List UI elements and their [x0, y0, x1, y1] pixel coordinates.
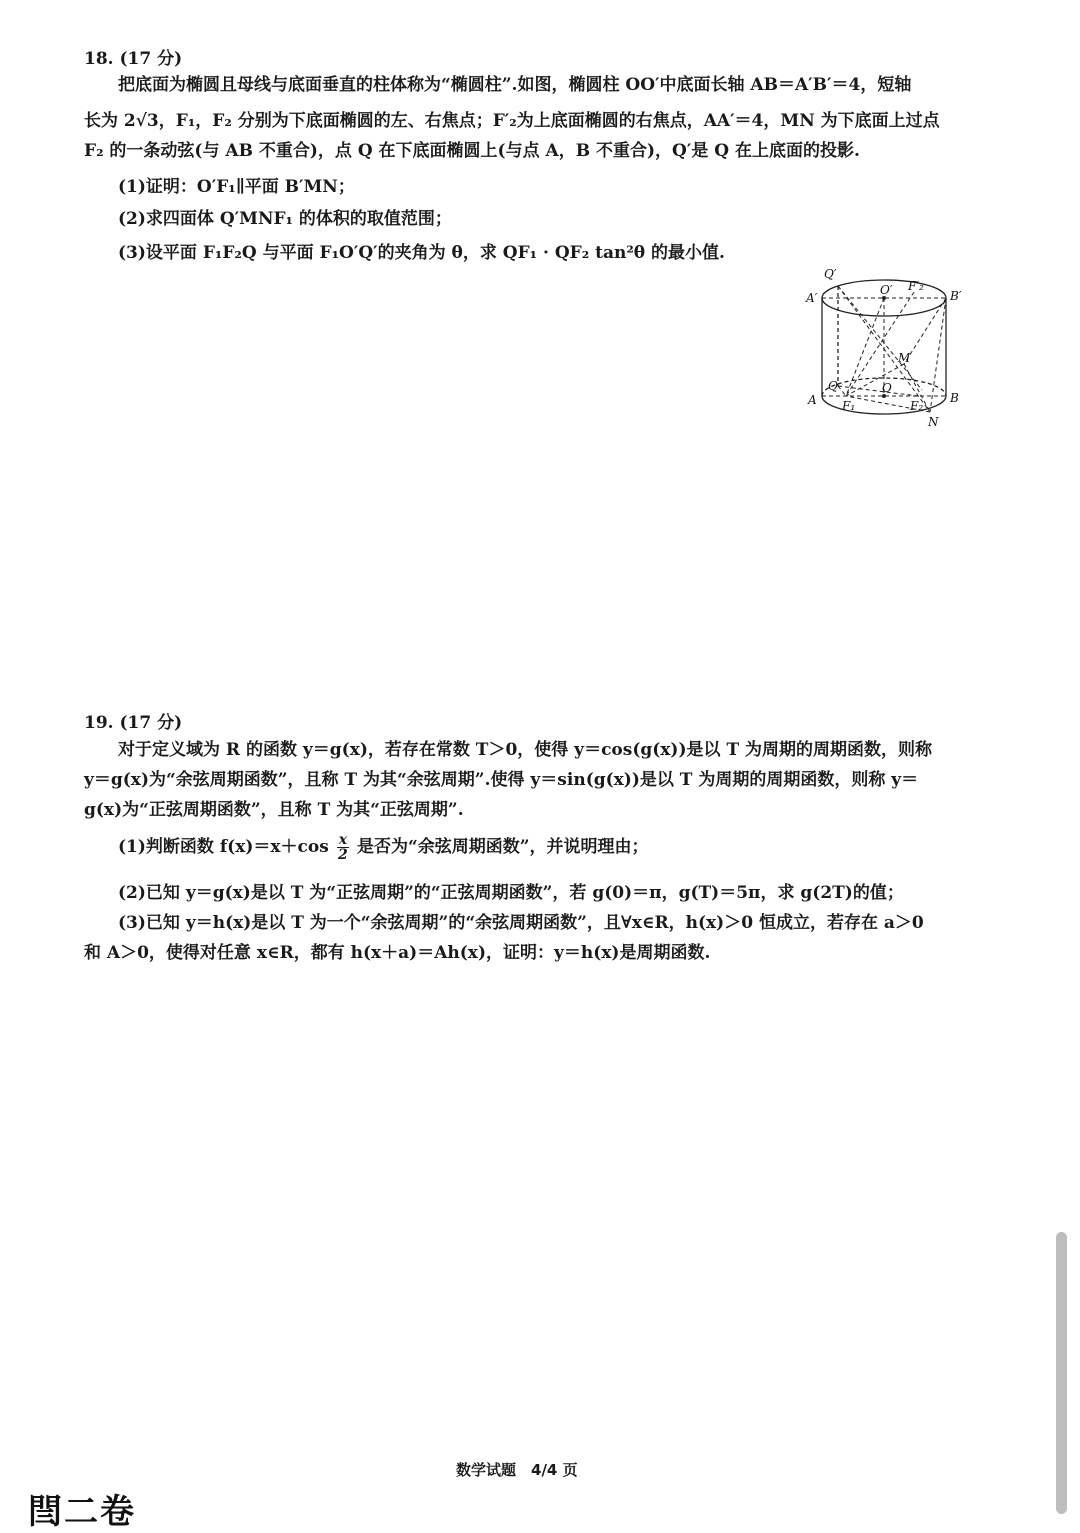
- q19-part3-line2: 和 A＞0，使得对任意 x∈R，都有 h(x＋a)＝Ah(x)，证明：y＝h(x)是周期函数.: [84, 943, 711, 963]
- label-B: B: [950, 391, 959, 405]
- q19-part1: [118, 832, 649, 862]
- label-Bp: B′: [950, 289, 962, 303]
- q19-header: 19. (17 分): [84, 713, 183, 733]
- label-N: N: [928, 415, 939, 429]
- q18-part3: (3)设平面 F₁F₂Q 与平面 F₁O′Q′的夹角为 θ，求 QF₁ · QF₂ tan²θ 的最小值.: [118, 243, 725, 263]
- q18-stem-line2: 长为 2√3，F₁，F₂ 分别为下底面椭圆的左、右焦点；F′₂为上底面椭圆的右焦点，AA′＝4，MN 为下底面上过点: [84, 111, 940, 131]
- q19-part1-fraction: [337, 833, 349, 862]
- elliptic-cylinder-figure: [800, 262, 980, 432]
- q18-stem-line1: 把底面为椭圆且母线与底面垂直的柱体称为“椭圆柱”.如图，椭圆柱 OO′中底面长轴 AB＝A′B′＝4，短轴: [118, 75, 912, 95]
- q19-part1-prefix: (1)判断函数 f(x)＝x＋cos: [118, 837, 329, 857]
- q19-stem-line3: g(x)为“正弦周期函数”，且称 T 为其“正弦周期”.: [84, 800, 464, 820]
- q18-stem-line3: F₂ 的一条动弦(与 AB 不重合)，点 Q 在下底面椭圆上(与点 A，B 不重合)，Q′是 Q 在上底面的投影.: [84, 141, 860, 161]
- q18-part1: (1)证明：O′F₁∥平面 B′MN；: [118, 177, 355, 197]
- label-M: M: [898, 351, 911, 365]
- label-Ap: A′: [806, 291, 818, 305]
- q19-stem-line2: y＝g(x)为“余弦周期函数”，且称 T 为其“余弦周期”.使得 y＝sin(g(x))是以 T 为周期的周期函数，则称 y＝: [84, 770, 919, 790]
- vertical-scrollbar[interactable]: [1056, 1232, 1067, 1514]
- q19-part2: (2)已知 y＝g(x)是以 T 为“正弦周期”的“正弦周期函数”，若 g(0)＝π，g(T)＝5π，求 g(2T)的值；: [118, 883, 904, 903]
- q18-part2: (2)求四面体 Q′MNF₁ 的体积的取值范围；: [118, 209, 452, 229]
- label-F1: F₁: [842, 399, 856, 413]
- label-F2p: F′₂: [908, 279, 924, 293]
- label-A: A: [808, 393, 817, 407]
- page-footer: 数学试题 4/4 页: [456, 1461, 578, 1479]
- label-O: O: [882, 381, 892, 395]
- label-Op: O′: [880, 283, 893, 297]
- q19-part3-line1: (3)已知 y＝h(x)是以 T 为一个“余弦周期”的“余弦周期函数”，且∀x∈R，h(x)＞0 恒成立，若存在 a＞0: [118, 913, 924, 933]
- q19-stem-line1: 对于定义域为 R 的函数 y＝g(x)，若存在常数 T＞0，使得 y＝cos(g(x))是以 T 为周期的周期函数，则称: [118, 740, 933, 760]
- label-Qp: Q′: [824, 267, 837, 281]
- q19-part1-suffix: 是否为“余弦周期函数”，并说明理由；: [356, 837, 649, 857]
- label-Q: Q: [828, 379, 838, 393]
- q18-header: 18. (17 分): [84, 49, 183, 69]
- fraction-denominator: 2: [337, 847, 348, 863]
- fraction-numerator: x: [338, 832, 348, 848]
- label-F2: F₂: [910, 399, 924, 413]
- corner-stamp: 閆二卷: [28, 1492, 136, 1532]
